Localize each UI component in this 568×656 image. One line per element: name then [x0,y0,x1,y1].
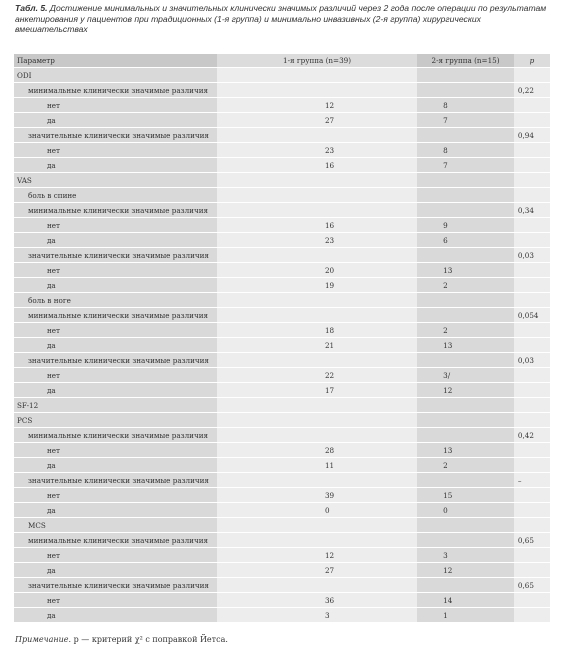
table-row [14,443,550,458]
row-label: нет [14,548,217,563]
table-row [14,233,550,248]
note-text: p — критерий χ² с поправкой Йетса. [73,635,228,644]
group-2-value [417,353,514,368]
table-note [15,635,228,644]
row-label: нет [14,323,217,338]
row-label: нет [14,443,217,458]
p-value [514,608,550,623]
p-value: 0,42 [514,428,550,443]
group-2-value [417,308,514,323]
p-value: – [514,473,550,488]
p-value [514,323,550,338]
table-row [14,593,550,608]
row-label: VAS [14,173,217,188]
table-row [14,143,550,158]
group-2-value: 7 [417,113,514,128]
group-1-value [217,293,417,308]
table-row [14,383,550,398]
group-2-value [417,413,514,428]
group-2-value: 13 [417,263,514,278]
row-label: значительные клинически значимые различия [14,353,217,368]
p-value [514,398,550,413]
row-label: да [14,113,217,128]
group-2-value: 7 [417,158,514,173]
row-label: SF-12 [14,398,217,413]
row-label: минимальные клинически значимые различия [14,203,217,218]
p-value [514,98,550,113]
table-row [14,113,550,128]
table-row [14,338,550,353]
caption-label: Табл. 5. [15,3,48,13]
group-1-value [217,353,417,368]
p-value: 0,94 [514,128,550,143]
group-1-value [217,308,417,323]
row-label: да [14,608,217,623]
p-value [514,518,550,533]
p-value [514,218,550,233]
group-1-value [217,188,417,203]
group-1-value: 12 [217,98,417,113]
header-group-1: 1-я группа (n=39) [217,54,417,68]
group-2-value: 2 [417,323,514,338]
row-label: да [14,563,217,578]
p-value [514,383,550,398]
row-label: нет [14,593,217,608]
row-label: да [14,458,217,473]
row-label: нет [14,98,217,113]
group-2-value [417,83,514,98]
table-row [14,218,550,233]
group-1-value: 23 [217,233,417,248]
header-p: p [514,54,550,68]
group-2-value: 12 [417,383,514,398]
group-1-value [217,533,417,548]
p-value [514,593,550,608]
row-label: нет [14,143,217,158]
p-value: 0,03 [514,248,550,263]
p-value [514,278,550,293]
p-value [514,548,550,563]
p-value [514,293,550,308]
results-table [14,54,550,623]
table-row [14,263,550,278]
table-row [14,188,550,203]
group-1-value [217,173,417,188]
p-value [514,233,550,248]
p-value: 0,054 [514,308,550,323]
row-label: минимальные клинически значимые различия [14,533,217,548]
table-row [14,548,550,563]
group-2-value: 2 [417,278,514,293]
group-2-value: 8 [417,98,514,113]
row-label: значительные клинически значимые различия [14,578,217,593]
group-2-value [417,578,514,593]
row-label: значительные клинически значимые различия [14,248,217,263]
p-value [514,458,550,473]
row-label: минимальные клинически значимые различия [14,428,217,443]
p-value [514,503,550,518]
group-2-value: 3 [417,548,514,563]
p-value [514,263,550,278]
group-2-value [417,293,514,308]
p-value: 0,34 [514,203,550,218]
group-2-value: 14 [417,593,514,608]
table-row [14,68,550,83]
table-row [14,323,550,338]
group-2-value: 13 [417,338,514,353]
table-header-row [14,54,550,68]
table-row [14,248,550,263]
row-label: да [14,233,217,248]
group-1-value [217,128,417,143]
p-value [514,68,550,83]
p-value: 0,22 [514,83,550,98]
table-row [14,98,550,113]
table-row [14,428,550,443]
p-value [514,173,550,188]
group-2-value: 2 [417,458,514,473]
table-body [14,68,550,623]
group-1-value [217,578,417,593]
group-1-value: 23 [217,143,417,158]
group-2-value [417,533,514,548]
row-label: ODI [14,68,217,83]
group-1-value [217,68,417,83]
group-1-value [217,203,417,218]
group-2-value [417,68,514,83]
group-1-value: 18 [217,323,417,338]
group-1-value [217,518,417,533]
group-1-value: 11 [217,458,417,473]
row-label: боль в ноге [14,293,217,308]
p-value [514,188,550,203]
row-label: минимальные клинически значимые различия [14,308,217,323]
table-row [14,518,550,533]
p-value [514,563,550,578]
p-value: 0,65 [514,578,550,593]
group-1-value: 22 [217,368,417,383]
group-1-value: 36 [217,593,417,608]
group-1-value: 16 [217,218,417,233]
table-row [14,398,550,413]
table-row [14,203,550,218]
note-label: Примечание. [15,635,72,644]
group-2-value: 0 [417,503,514,518]
group-1-value: 16 [217,158,417,173]
row-label: да [14,383,217,398]
group-1-value: 20 [217,263,417,278]
group-1-value [217,248,417,263]
group-1-value: 27 [217,113,417,128]
table-row [14,173,550,188]
group-1-value: 12 [217,548,417,563]
group-2-value: 6 [417,233,514,248]
group-1-value: 27 [217,563,417,578]
group-2-value: 3/ [417,368,514,383]
p-value [514,143,550,158]
group-1-value: 39 [217,488,417,503]
header-group-2: 2-я группа (n=15) [417,54,514,68]
table-row [14,488,550,503]
p-value [514,368,550,383]
group-1-value [217,398,417,413]
group-2-value [417,398,514,413]
table-row [14,413,550,428]
group-2-value [417,173,514,188]
row-label: боль в спине [14,188,217,203]
group-2-value [417,128,514,143]
group-2-value: 13 [417,443,514,458]
group-1-value: 0 [217,503,417,518]
row-label: значительные клинически значимые различия [14,128,217,143]
table-row [14,473,550,488]
table-row [14,533,550,548]
group-2-value [417,248,514,263]
row-label: MCS [14,518,217,533]
row-label: минимальные клинически значимые различия [14,83,217,98]
group-1-value [217,473,417,488]
table-row [14,503,550,518]
group-2-value: 8 [417,143,514,158]
group-1-value: 3 [217,608,417,623]
table-row [14,578,550,593]
p-value: 0,03 [514,353,550,368]
group-2-value [417,428,514,443]
group-1-value: 19 [217,278,417,293]
table-row [14,353,550,368]
table-row [14,563,550,578]
table-row [14,368,550,383]
table-row [14,293,550,308]
group-2-value [417,203,514,218]
group-2-value [417,473,514,488]
p-value [514,413,550,428]
group-1-value [217,83,417,98]
row-label: да [14,503,217,518]
row-label: да [14,158,217,173]
table-caption [15,3,555,35]
table-row [14,83,550,98]
group-2-value [417,518,514,533]
p-value: 0,65 [514,533,550,548]
row-label: PCS [14,413,217,428]
caption-text: Достижение минимальных и значительных клинически значимых различий через 2 года после операции по результатам анкетирования у пациентов при традиционных (1-я группа) и минимально инвазивных (2-я группа) хирургических вмешательствах [15,3,547,35]
group-2-value: 9 [417,218,514,233]
row-label: да [14,338,217,353]
table-row [14,608,550,623]
p-value [514,158,550,173]
row-label: да [14,278,217,293]
p-value [514,488,550,503]
group-2-value: 12 [417,563,514,578]
row-label: нет [14,368,217,383]
group-2-value: 1 [417,608,514,623]
group-1-value: 17 [217,383,417,398]
table-row [14,458,550,473]
group-1-value: 28 [217,443,417,458]
group-1-value [217,428,417,443]
row-label: нет [14,218,217,233]
row-label: нет [14,488,217,503]
table-row [14,128,550,143]
group-2-value: 15 [417,488,514,503]
row-label: нет [14,263,217,278]
table-row [14,278,550,293]
header-parameter: Параметр [14,54,217,68]
p-value [514,338,550,353]
group-2-value [417,188,514,203]
table-row [14,158,550,173]
table-row [14,308,550,323]
group-1-value [217,413,417,428]
p-value [514,113,550,128]
row-label: значительные клинически значимые различия [14,473,217,488]
group-1-value: 21 [217,338,417,353]
p-value [514,443,550,458]
